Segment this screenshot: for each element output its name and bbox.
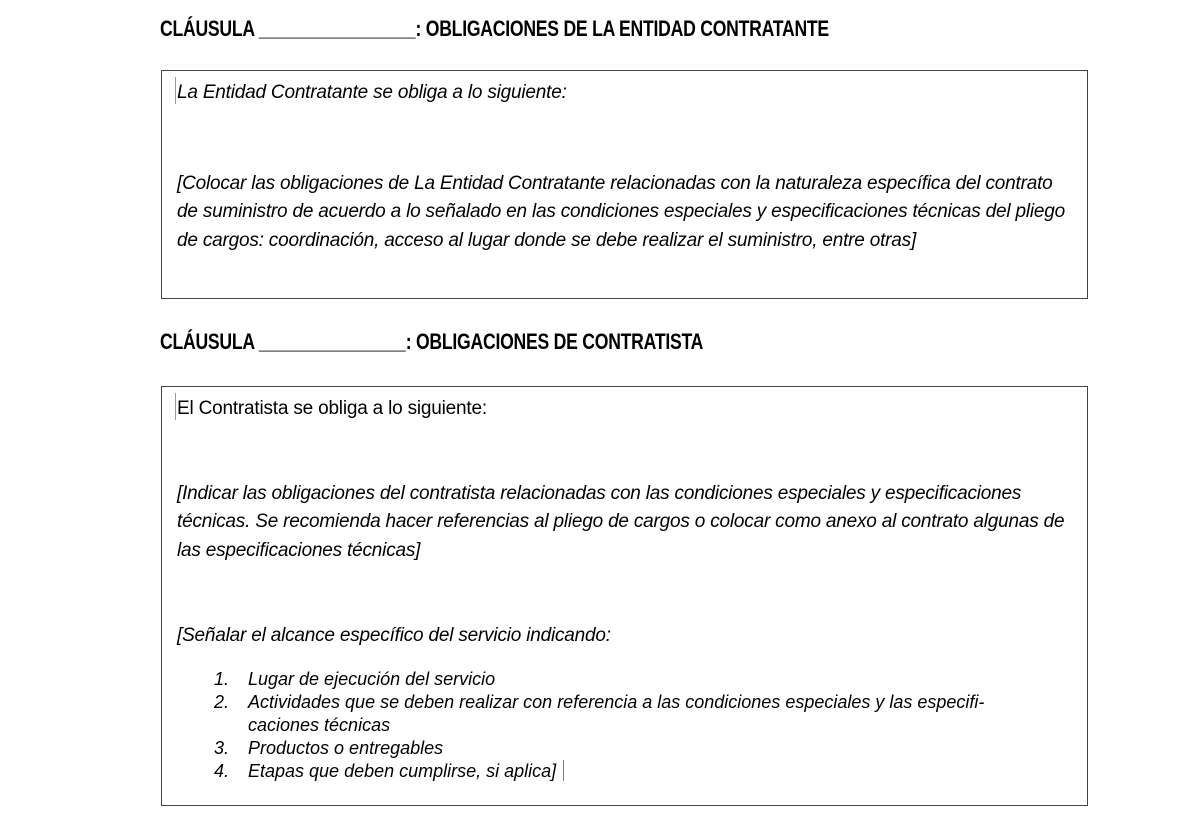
- clause-number-blank: _______________: [258, 329, 406, 354]
- clause-heading-entidad-contratante: [160, 16, 829, 42]
- list-item-text: [248, 760, 564, 783]
- clause-heading-title: : OBLIGACIONES DE CONTRATISTA: [405, 329, 704, 354]
- text-cursor: [563, 760, 564, 781]
- contratista-intro-text: El Contratista se obliga a lo siguiente:: [177, 398, 487, 419]
- entidad-contratante-obligations-content: [162, 71, 1087, 255]
- list-item: [177, 691, 1072, 737]
- clause-number-blank: ________________: [258, 16, 416, 41]
- list-item-text: Lugar de ejecución del servicio: [248, 668, 496, 689]
- clause-heading-contratista: [160, 329, 703, 355]
- clause-heading-prefix: CLÁUSULA: [160, 16, 259, 41]
- entidad-contratante-obligations-box[interactable]: [161, 70, 1088, 299]
- service-scope-list: [177, 668, 1072, 783]
- list-item: [177, 668, 1072, 691]
- list-item-number: 1.: [214, 668, 230, 689]
- list-item-number: 3.: [214, 737, 230, 758]
- alcance-placeholder-text: [Señalar el alcance específico del servicio indicando:: [177, 625, 611, 646]
- contratista-obligations-box[interactable]: [161, 386, 1088, 806]
- entidad-placeholder-text: [Colocar las obligaciones de La Entidad Contratante relacionadas con la naturaleza específica del contrato de suministro de acuerdo a lo señalado en las condiciones especiales y especificaciones técnicas del pliego de cargos: coordinación, acceso al lugar donde se debe realizar el suministro, entre otras]: [177, 172, 1065, 251]
- list-item-text: Productos o entregables: [248, 737, 444, 758]
- clause-heading-prefix: CLÁUSULA: [160, 329, 259, 354]
- entidad-intro-text: La Entidad Contratante se obliga a lo siguiente:: [177, 82, 567, 103]
- list-item: [177, 737, 1072, 760]
- contratista-placeholder-text: [Indicar las obligaciones del contratista relacionadas con las condiciones especiales y especificaciones técnicas. Se recomienda hacer referencias al pliego de cargos o colocar como anexo al contrato algunas de las especificaciones técnicas]: [177, 482, 1065, 561]
- list-item-number: 4.: [214, 760, 230, 781]
- list-item-text-content: Etapas que deben cumplirse, si aplica]: [248, 760, 557, 781]
- list-item: [177, 760, 1072, 783]
- contratista-obligations-content: [162, 387, 1087, 783]
- list-item-text: Actividades que se deben realizar con referencia a las condiciones especiales y las especificaciones técnicas: [248, 691, 985, 735]
- clause-heading-title: : OBLIGACIONES DE LA ENTIDAD CONTRATANTE: [415, 16, 829, 41]
- list-item-number: 2.: [214, 691, 230, 712]
